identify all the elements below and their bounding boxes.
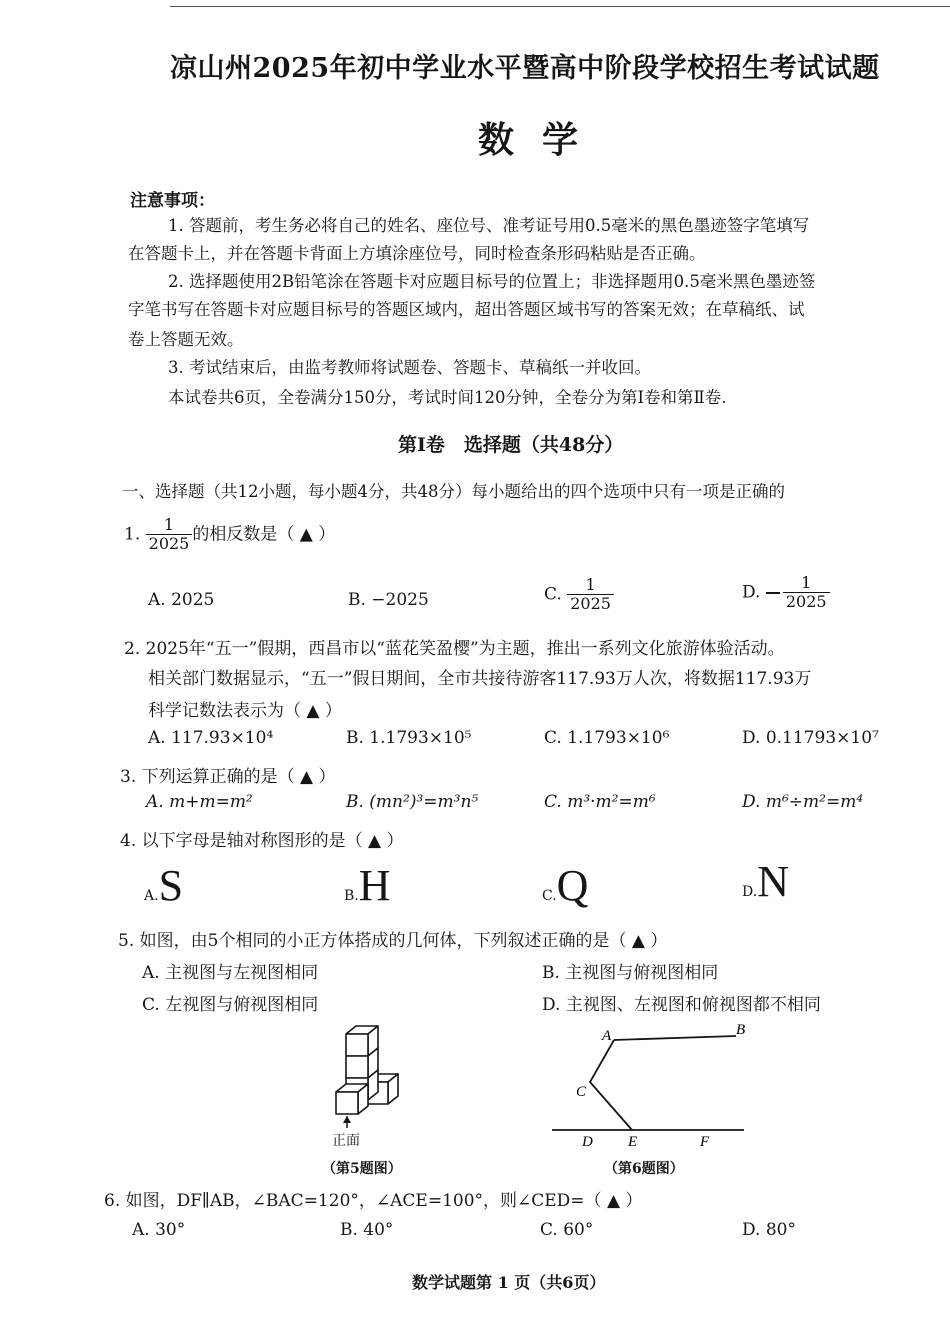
fraction	[146, 516, 193, 554]
notice-line: 1. 答题前，考生务必将自己的姓名、座位号、准考证号用0.5毫米的黑色墨迹签字笔填写	[168, 216, 810, 235]
option-c	[542, 860, 588, 911]
option-b: B. (mn²)³=m³n⁵	[346, 792, 479, 812]
option-c: C. 60°	[540, 1220, 594, 1240]
option-c: C. 1.1793×10⁶	[544, 728, 670, 748]
option-d: D. m⁶÷m²=m⁴	[742, 792, 864, 812]
fraction-numerator: 1	[585, 575, 596, 594]
option-b: B. 主视图与俯视图相同	[542, 963, 719, 983]
question-4: 4. 以下字母是轴对称图形的是（ ▲ ）	[120, 831, 404, 851]
option-a: A. m+m=m²	[146, 792, 253, 812]
option-a: A. 117.93×10⁴	[148, 728, 274, 748]
question-2-line: 2. 2025年“五一”假期，西昌市以“蓝花笑盈樱”为主题，推出一系列文化旅游体验活动。	[124, 639, 785, 659]
letter-s: S	[158, 861, 184, 910]
figure-6-caption: （第6题图）	[604, 1161, 684, 1177]
figure-6-lines	[548, 1016, 748, 1146]
cube-face	[346, 1034, 368, 1056]
fraction-numerator: 1	[801, 573, 812, 592]
label-a: A	[602, 1028, 612, 1044]
option-a: A. 2025	[148, 590, 215, 610]
option-label: A.	[144, 888, 159, 904]
label-e: E	[628, 1134, 638, 1146]
option-b: B. 40°	[340, 1220, 394, 1240]
page-footer: 数学试题第 1 页（共6页）	[412, 1273, 606, 1292]
figure-5-caption: （第5题图）	[322, 1161, 402, 1177]
cube-face	[336, 1092, 358, 1114]
option-label: C.	[544, 584, 562, 605]
fraction	[783, 574, 830, 612]
subject-title: 数学	[478, 119, 607, 161]
question-1	[124, 516, 335, 554]
option-c: C. 左视图与俯视图相同	[142, 995, 319, 1015]
notice-heading: 注意事项：	[130, 191, 215, 211]
notice-line: 字笔书写在答题卡对应题目标号的答题区域内，超出答题区域书写的答案无效；在草稿纸、试	[128, 300, 805, 319]
notice-line: 在答题卡上，并在答题卡背面上方填涂座位号，同时检查条形码粘贴是否正确。	[128, 244, 706, 263]
exam-title: 凉山州2025年初中学业水平暨高中阶段学校招生考试试题	[170, 53, 880, 84]
option-label: B.	[344, 888, 359, 904]
fraction	[567, 576, 614, 614]
question-number: 1.	[124, 524, 141, 545]
notice-line: 2. 选择题使用2B铅笔涂在答题卡对应题目标号的位置上；非选择题用0.5毫米黑色墨迹签	[168, 272, 816, 291]
label-d: D	[582, 1134, 593, 1146]
line-ab	[614, 1036, 736, 1040]
minus-sign	[766, 592, 780, 594]
top-rule	[170, 6, 950, 7]
option-label: C.	[542, 888, 557, 904]
option-b: B. −2025	[348, 590, 429, 610]
fraction-denominator: 2025	[567, 594, 614, 613]
option-a: A. 主视图与左视图相同	[142, 963, 319, 983]
letter-h: H	[358, 861, 391, 910]
option-a: A. 30°	[132, 1220, 186, 1240]
option-b: B. 1.1793×10⁵	[346, 728, 472, 748]
section-title: 第Ⅰ卷 选择题（共48分）	[398, 434, 624, 456]
front-arrow-head	[343, 1116, 351, 1123]
cube-face	[346, 1056, 368, 1078]
option-label: D.	[742, 582, 761, 603]
option-b	[344, 860, 391, 911]
question-3: 3. 下列运算正确的是（ ▲ ）	[120, 767, 336, 787]
notice-line: 卷上答题无效。	[128, 330, 244, 349]
option-label: D.	[742, 884, 758, 900]
fraction-denominator: 2025	[783, 592, 830, 611]
notice-line: 本试卷共6页，全卷满分150分，考试时间120分钟，全卷分为第Ⅰ卷和第Ⅱ卷.	[168, 388, 727, 407]
question-2-line: 科学记数法表示为（ ▲ ）	[148, 701, 342, 721]
question-5: 5. 如图，由5个相同的小正方体搭成的几何体，下列叙述正确的是（ ▲ ）	[118, 931, 668, 951]
segment-a-c-e	[590, 1040, 632, 1130]
letter-q: Q	[556, 861, 589, 910]
front-label: 正面	[332, 1133, 360, 1149]
section-intro: 一、选择题（共12小题，每小题4分，共48分）每小题给出的四个选项中只有一项是正确的	[122, 482, 785, 501]
question-stem: 的相反数是（ ▲ ）	[192, 524, 336, 545]
label-f: F	[700, 1134, 710, 1146]
option-d: D. 0.11793×10⁷	[742, 728, 879, 748]
option-d	[742, 856, 789, 907]
fraction-denominator: 2025	[146, 534, 193, 553]
fraction-numerator: 1	[163, 515, 175, 534]
option-c	[544, 576, 614, 614]
question-2-line: 相关部门数据显示，“五一”假日期间，全市共接待游客117.93万人次，将数据117.93万	[148, 669, 812, 689]
option-d: D. 主视图、左视图和俯视图都不相同	[542, 995, 821, 1015]
option-c: C. m³·m²=m⁶	[544, 792, 656, 812]
option-a	[144, 860, 183, 911]
notice-line: 3. 考试结束后，由监考教师将试题卷、答题卡、草稿纸一并收回。	[168, 358, 651, 377]
question-6: 6. 如图，DF∥AB，∠BAC=120°，∠ACE=100°，则∠CED=（ ▲ ）	[104, 1191, 643, 1211]
option-d: D. 80°	[742, 1220, 796, 1240]
label-b: B	[736, 1022, 746, 1038]
option-d	[742, 574, 830, 612]
letter-n: N	[757, 857, 789, 906]
label-c: C	[576, 1084, 587, 1100]
